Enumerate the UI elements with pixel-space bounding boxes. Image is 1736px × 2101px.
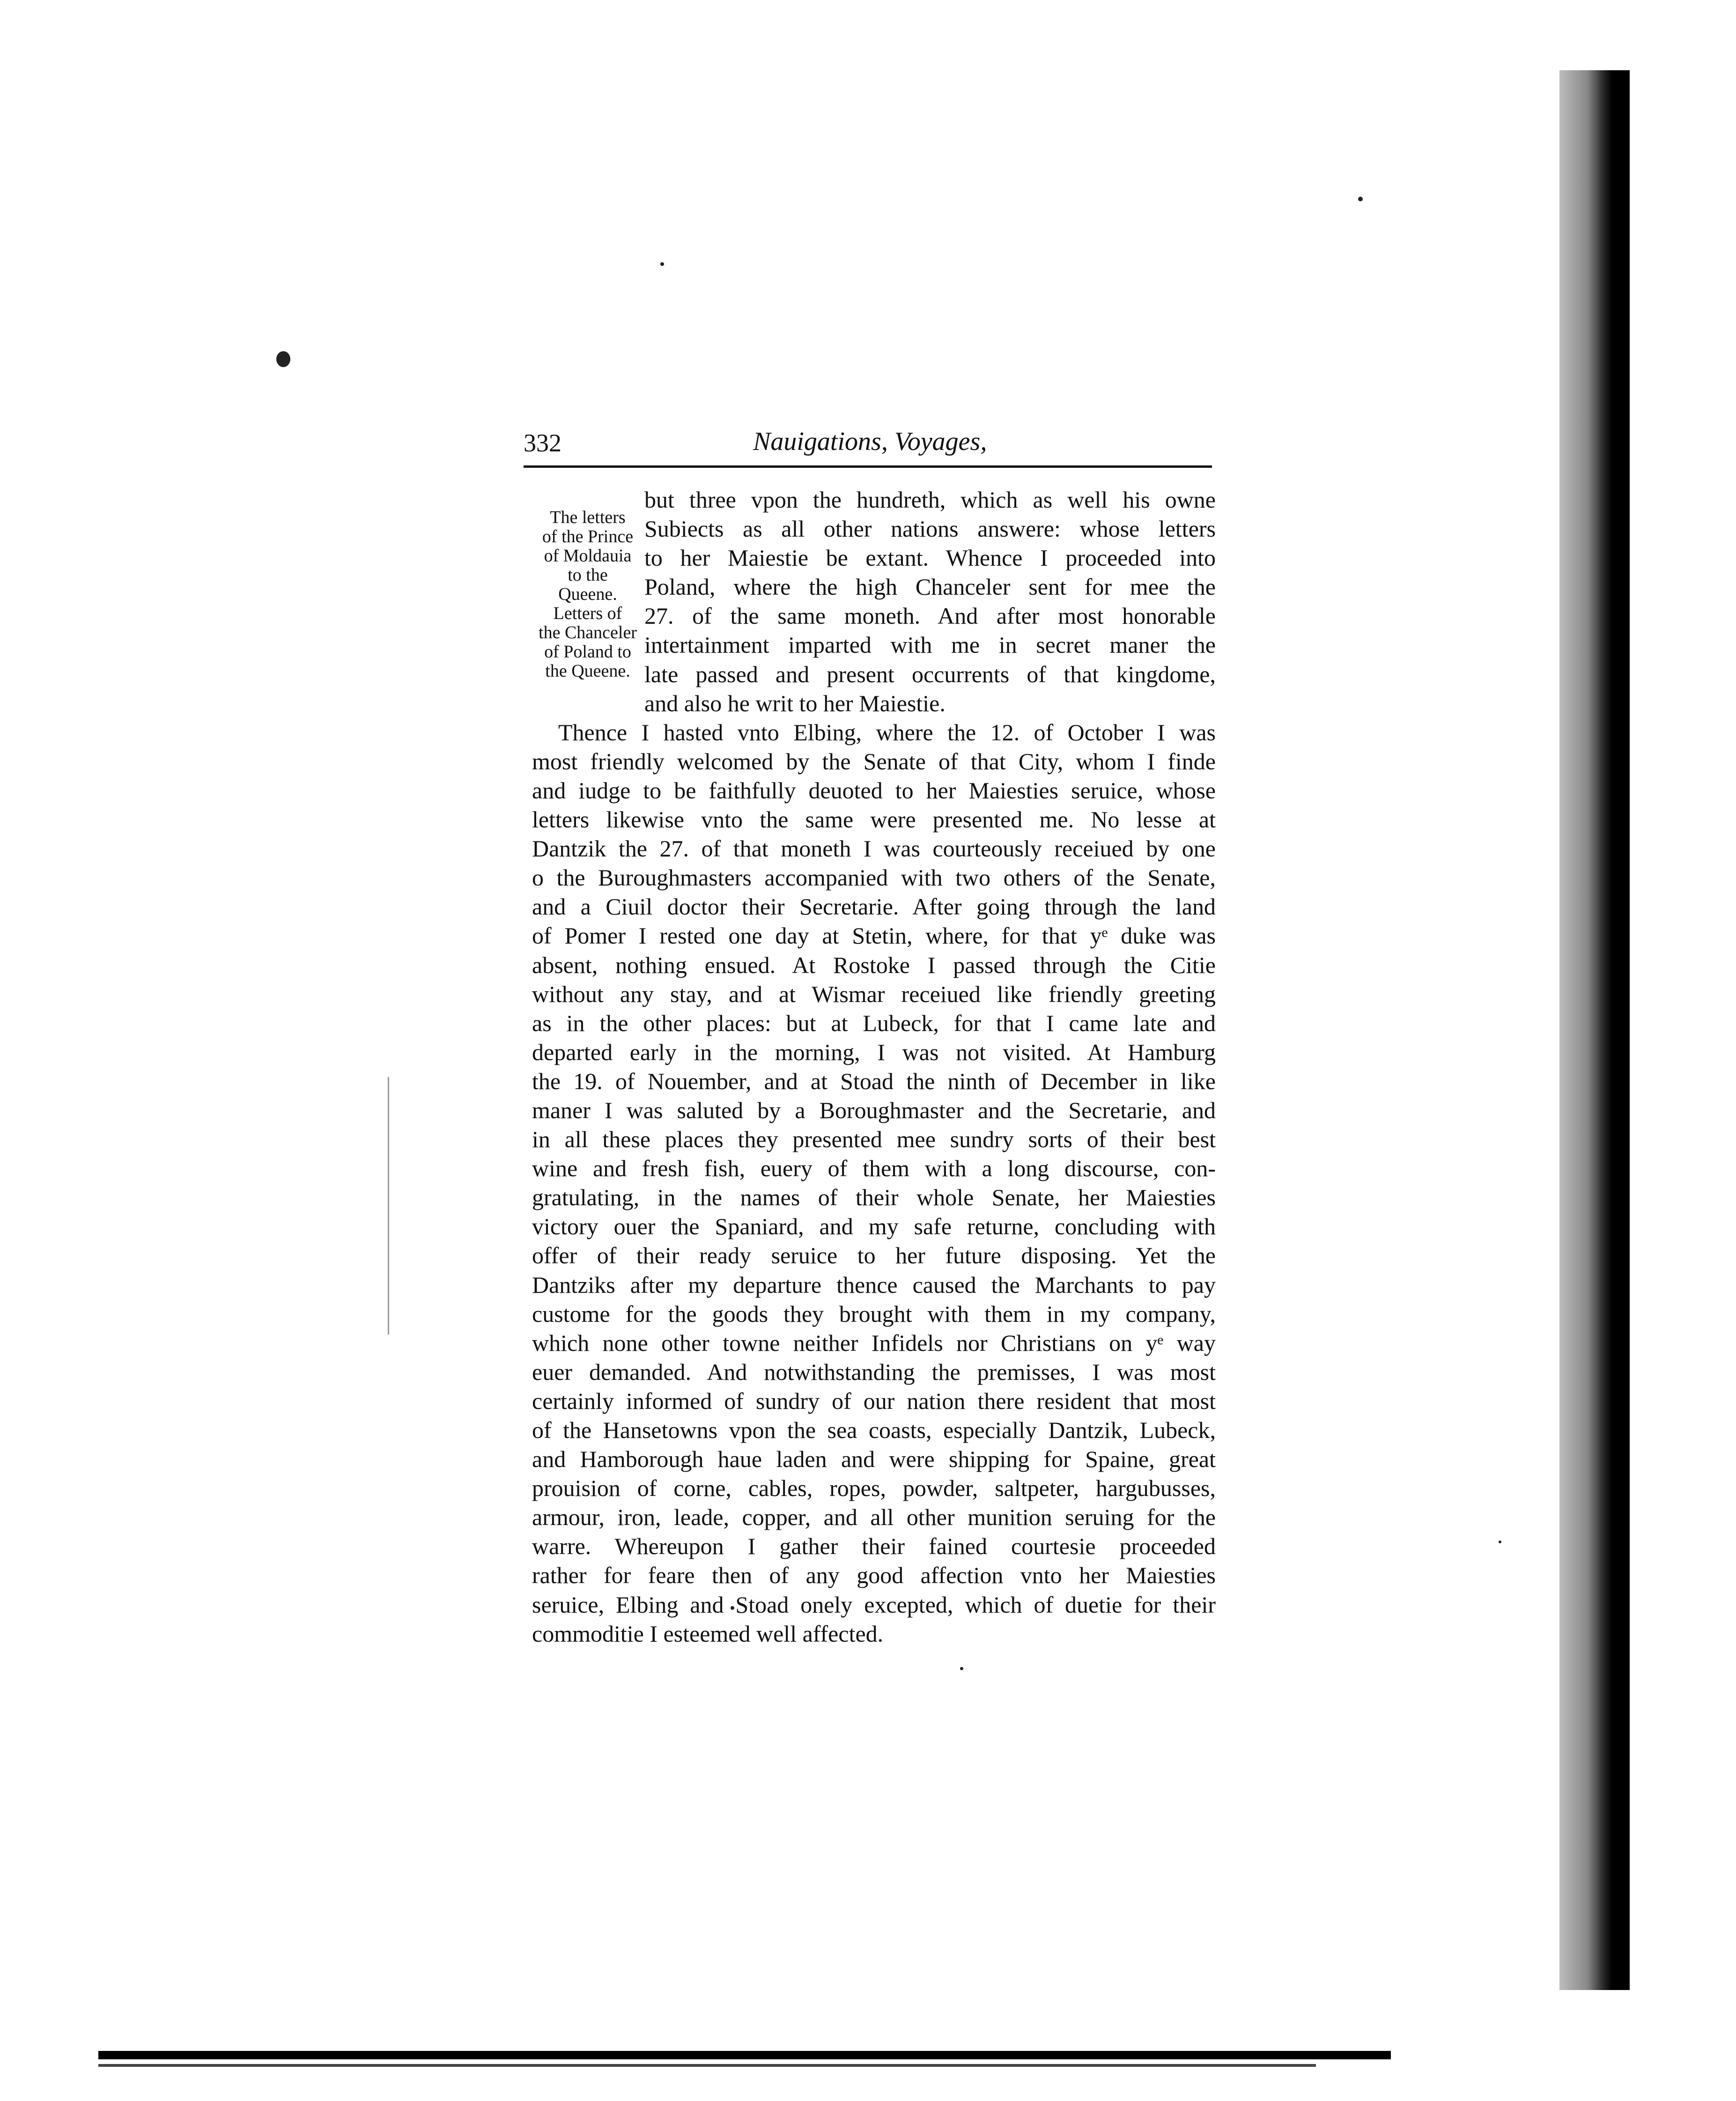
text-line: Dantziks after my departure thence caused the Marchants to pay xyxy=(532,1271,1216,1298)
sidenote-line: The letters xyxy=(550,508,626,527)
text-line: as in the other places: but at Lubeck, for that I came late and xyxy=(532,1010,1216,1036)
sidenote-line: the Queene. xyxy=(545,661,630,681)
text-line: and Hamborough haue laden and were shipping for Spaine, great xyxy=(532,1446,1216,1473)
text-line: warre. Whereupon I gather their fained courtesie proceeded xyxy=(532,1533,1216,1560)
text-line: certainly informed of sundry of our nation there resident that most xyxy=(532,1387,1216,1414)
text-line: prouision of corne, cables, ropes, powder, saltpeter, hargubusses, xyxy=(532,1475,1216,1502)
text-line: letters likewise vnto the same were presented me. No lesse at xyxy=(532,806,1216,833)
text-line: departed early in the morning, I was not visited. At Hamburg xyxy=(532,1039,1216,1065)
sidenote-line: of Poland to xyxy=(544,642,631,662)
text-line: which none other towne neither Infidels nor Christians on yᵉ way xyxy=(532,1329,1216,1356)
sidenote-line: of Moldauia xyxy=(544,546,632,566)
text-line: seruice, Elbing and Stoad onely excepted, which of duetie for their xyxy=(532,1591,1216,1618)
text-line: Poland, where the high Chanceler sent for mee the xyxy=(644,574,1216,600)
text-line: and a Ciuil doctor their Secretarie. After going through the land xyxy=(532,893,1216,920)
sidenote-line: Letters of xyxy=(553,604,622,623)
text-line: maner I was saluted by a Boroughmaster and the Secretarie, and xyxy=(532,1097,1216,1123)
text-line: and iudge to be faithfully deuoted to her Maiesties seruice, whose xyxy=(532,777,1216,804)
text-line: and also he writ to her Maiestie. xyxy=(644,690,946,716)
binding-shadow xyxy=(1559,70,1630,1990)
scan-speck xyxy=(1358,197,1363,201)
text-line: of Pomer I rested one day at Stetin, where, for that yᵉ duke was xyxy=(532,922,1216,949)
text-line: of the Hansetowns vpon the sea coasts, especially Dantzik, Lubeck, xyxy=(532,1417,1216,1443)
text-line: victory ouer the Spaniard, and my safe returne, concluding with xyxy=(532,1213,1216,1240)
text-line: Thence I hasted vnto Elbing, where the 12. of October I was xyxy=(558,719,1216,745)
scan-speck xyxy=(276,351,290,367)
sidenote-line: Queene. xyxy=(558,584,617,604)
text-line: euer demanded. And notwithstanding the premisses, I was most xyxy=(532,1358,1216,1385)
text-line: 27. of the same moneth. And after most honorable xyxy=(644,603,1216,629)
scan-speck xyxy=(1499,1541,1501,1543)
text-line: rather for feare then of any good affection vnto her Maiesties xyxy=(532,1562,1216,1589)
page-header xyxy=(524,424,1212,461)
text-line: wine and fresh fish, euery of them with a long discourse, con- xyxy=(532,1155,1216,1182)
page-bottom-edge xyxy=(98,2051,1391,2059)
scan-speck xyxy=(960,1667,963,1670)
text-line: gratulating, in the names of their whole Senate, her Maiesties xyxy=(532,1184,1216,1211)
text-line: absent, nothing ensued. At Rostoke I passed through the Citie xyxy=(532,951,1216,978)
margin-mark xyxy=(388,1077,389,1334)
text-line: but three vpon the hundreth, which as well his owne xyxy=(644,487,1216,513)
sidenote-line: to the xyxy=(568,565,608,585)
text-line: late passed and present occurrents of that kingdome, xyxy=(644,661,1216,687)
text-line: custome for the goods they brought with them in my company, xyxy=(532,1300,1216,1327)
text-line: most friendly welcomed by the Senate of that City, whom I finde xyxy=(532,748,1216,774)
text-line: armour, iron, leade, copper, and all other munition seruing for the xyxy=(532,1504,1216,1531)
text-line: to her Maiestie be extant. Whence I proceeded into xyxy=(644,545,1216,571)
page-number: 332 xyxy=(524,429,561,457)
sidenote-line: the Chanceler xyxy=(539,623,637,642)
scan-speck xyxy=(660,262,664,266)
text-line: commoditie I esteemed well affected. xyxy=(532,1620,884,1647)
text-line: without any stay, and at Wismar receiued like friendly greeting xyxy=(532,980,1216,1007)
page-bottom-edge-thin xyxy=(98,2064,1316,2067)
text-line: the 19. of Nouember, and at Stoad the ninth of December in like xyxy=(532,1068,1216,1094)
text-line: in all these places they presented mee sundry sorts of their best xyxy=(532,1126,1216,1153)
text-line: Subiects as all other nations answere: whose letters xyxy=(644,516,1216,542)
text-line: Dantzik the 27. of that moneth I was courteously receiued by one xyxy=(532,835,1216,862)
sidenote-line: of the Prince xyxy=(542,527,634,546)
text-line: offer of their ready seruice to her future disposing. Yet the xyxy=(532,1242,1216,1269)
header-rule xyxy=(524,465,1212,468)
text-line: o the Buroughmasters accompanied with two others of the Senate, xyxy=(532,864,1216,891)
running-head: Nauigations, Voyages, xyxy=(753,427,987,456)
body-text xyxy=(532,485,1216,1648)
text-line: intertainment imparted with me in secret maner the xyxy=(644,632,1216,658)
